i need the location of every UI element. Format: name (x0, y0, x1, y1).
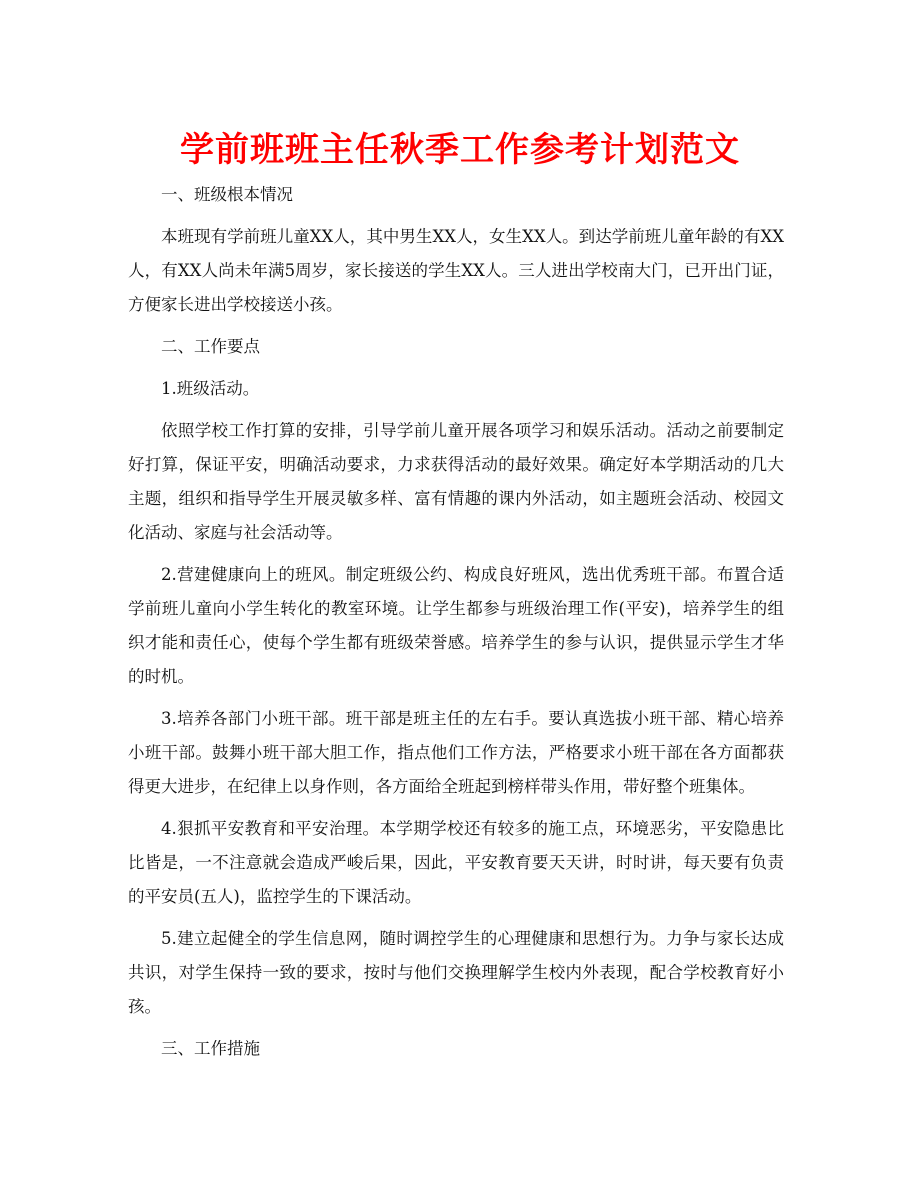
paragraph-class-cadres: 3.培养各部门小班干部。班干部是班主任的左右手。要认真选拔小班干部、精心培养小班干部。鼓舞小班干部大胆工作，指点他们工作方法，严格要求小班干部在各方面都获得更大进步，在纪律上以身作则，各方面给全班起到榜样带头作用，带好整个班集体。 (128, 709, 784, 796)
section-heading-work-measures: 三、工作措施 (161, 1039, 260, 1058)
document-body (128, 178, 784, 1074)
paragraph-class-overview: 本班现有学前班儿童XX人，其中男生XX人，女生XX人。到达学前班儿童年龄的有XX人，有XX人尚未年满5周岁，家长接送的学生XX人。三人进出学校南大门，已开出门证，方便家长进出学校接送小孩。 (128, 227, 784, 314)
paragraph-class-style: 2.营建健康向上的班风。制定班级公约、构成良好班风，选出优秀班干部。布置合适学前班儿童向小学生转化的教室环境。让学生都参与班级治理工作(平安)，培养学生的组织才能和责任心，使每个学生都有班级荣誉感。培养学生的参与认识，提供显示学生才华的时机。 (128, 565, 784, 686)
paragraph-activities: 依照学校工作打算的安排，引导学前儿童开展各项学习和娱乐活动。活动之前要制定好打算，保证平安，明确活动要求，力求获得活动的最好效果。确定好本学期活动的几大主题，组织和指导学生开展灵敏多样、富有情趣的课内外活动，如主题班会活动、校园文化活动、家庭与社会活动等。 (128, 421, 784, 542)
section-heading-class-situation: 一、班级根本情况 (161, 185, 293, 204)
section-heading-work-points: 二、工作要点 (161, 337, 260, 356)
paragraph-student-info: 5.建立起健全的学生信息网，随时调控学生的心理健康和思想行为。力争与家长达成共识，对学生保持一致的要求，按时与他们交换理解学生校内外表现，配合学校教育好小孩。 (128, 929, 784, 1016)
paragraph-safety: 4.狠抓平安教育和平安治理。本学期学校还有较多的施工点，环境恶劣，平安隐患比比皆是，一不注意就会造成严峻后果，因此，平安教育要天天讲，时时讲，每天要有负责的平安员(五人)，监控学生的下课活动。 (128, 819, 784, 906)
subheading-class-activities: 1.班级活动。 (161, 379, 260, 398)
document-title: 学前班班主任秋季工作参考计划范文 (180, 130, 740, 170)
